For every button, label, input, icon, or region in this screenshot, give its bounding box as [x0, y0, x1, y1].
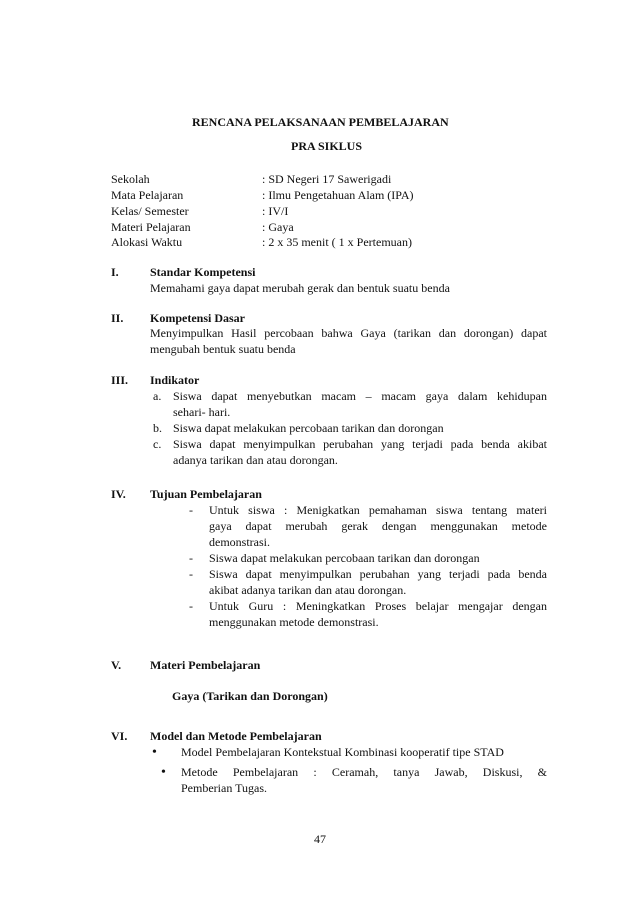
bullet-marker: • [161, 765, 166, 780]
section-number: VI. [111, 729, 128, 743]
section-heading-indikator: Indikator [150, 373, 200, 387]
list-item-line: sehari- hari. [173, 405, 231, 419]
section-heading-kompetensi-dasar: Kompetensi Dasar [150, 311, 245, 325]
list-item-line: akibat adanya tarikan dan atau dorongan. [209, 583, 407, 597]
list-item-line: Siswa dapat menyimpulkan perubahan yang terjadi pada benda akibat [173, 437, 547, 451]
list-marker: - [189, 599, 193, 613]
page-number: 47 [314, 832, 326, 846]
section-body-line: mengubah bentuk suatu benda [150, 342, 296, 356]
document-title: RENCANA PELAKSANAAN PEMBELAJARAN [192, 115, 449, 129]
list-item-line: demonstrasi. [209, 535, 270, 549]
section-body-line: Menyimpulkan Hasil percobaan bahwa Gaya (tarikan dan dorongan) dapat [150, 326, 547, 340]
list-item-line: gaya dapat merubah gerak dengan menggunakan metode [209, 519, 547, 533]
section-body: Gaya (Tarikan dan Dorongan) [172, 689, 328, 703]
section-heading-tujuan-pembelajaran: Tujuan Pembelajaran [150, 487, 262, 501]
identity-label-class: Kelas/ Semester [111, 204, 189, 218]
section-heading-model-metode: Model dan Metode Pembelajaran [150, 729, 322, 743]
list-marker: - [189, 503, 193, 517]
list-item-line: Siswa dapat melakukan percobaan tarikan dan dorongan [209, 551, 480, 565]
section-body: Memahami gaya dapat merubah gerak dan bentuk suatu benda [150, 281, 450, 295]
identity-value-subject: : Ilmu Pengetahuan Alam (IPA) [262, 188, 414, 202]
list-item-line: Siswa dapat menyebutkan macam – macam gaya dalam kehidupan [173, 389, 547, 403]
section-number: IV. [111, 487, 126, 501]
list-item-line: Siswa dapat melakukan percobaan tarikan dan dorongan [173, 421, 444, 435]
identity-label-school: Sekolah [111, 172, 150, 186]
identity-label-subject: Mata Pelajaran [111, 188, 184, 202]
list-marker: a. [153, 389, 162, 403]
bullet-marker: • [152, 745, 157, 760]
list-item-line: Untuk siswa : Menigkatkan pemahaman siswa tentang materi [209, 503, 547, 517]
list-marker: - [189, 551, 193, 565]
list-item-line: Untuk Guru : Meningkatkan Proses belajar mengajar dengan [209, 599, 547, 613]
identity-label-material: Materi Pelajaran [111, 220, 191, 234]
identity-value-school: : SD Negeri 17 Sawerigadi [262, 172, 392, 186]
list-marker: c. [153, 437, 162, 451]
section-heading-standar-kompetensi: Standar Kompetensi [150, 265, 256, 279]
list-item-line: Metode Pembelajaran : Ceramah, tanya Jawab, Diskusi, & [181, 765, 547, 779]
section-heading-materi-pembelajaran: Materi Pembelajaran [150, 658, 261, 672]
identity-value-material: : Gaya [262, 220, 294, 234]
list-item-line: menggunakan metode demonstrasi. [209, 615, 379, 629]
identity-value-class: : IV/I [262, 204, 289, 218]
section-number: V. [111, 658, 122, 672]
list-marker: - [189, 567, 193, 581]
list-marker: b. [153, 421, 162, 435]
identity-value-time: : 2 x 35 menit ( 1 x Pertemuan) [262, 235, 412, 249]
list-item-line: adanya tarikan dan atau dorongan. [173, 453, 338, 467]
identity-label-time: Alokasi Waktu [111, 235, 183, 249]
list-item-line: Siswa dapat menyimpulkan perubahan yang terjadi pada benda [209, 567, 547, 581]
list-item-line: Model Pembelajaran Kontekstual Kombinasi kooperatif tipe STAD [181, 745, 504, 759]
section-number: I. [111, 265, 119, 279]
document-subtitle: PRA SIKLUS [291, 139, 363, 153]
section-number: II. [111, 311, 124, 325]
list-item-line: Pemberian Tugas. [181, 781, 268, 795]
section-number: III. [111, 373, 129, 387]
